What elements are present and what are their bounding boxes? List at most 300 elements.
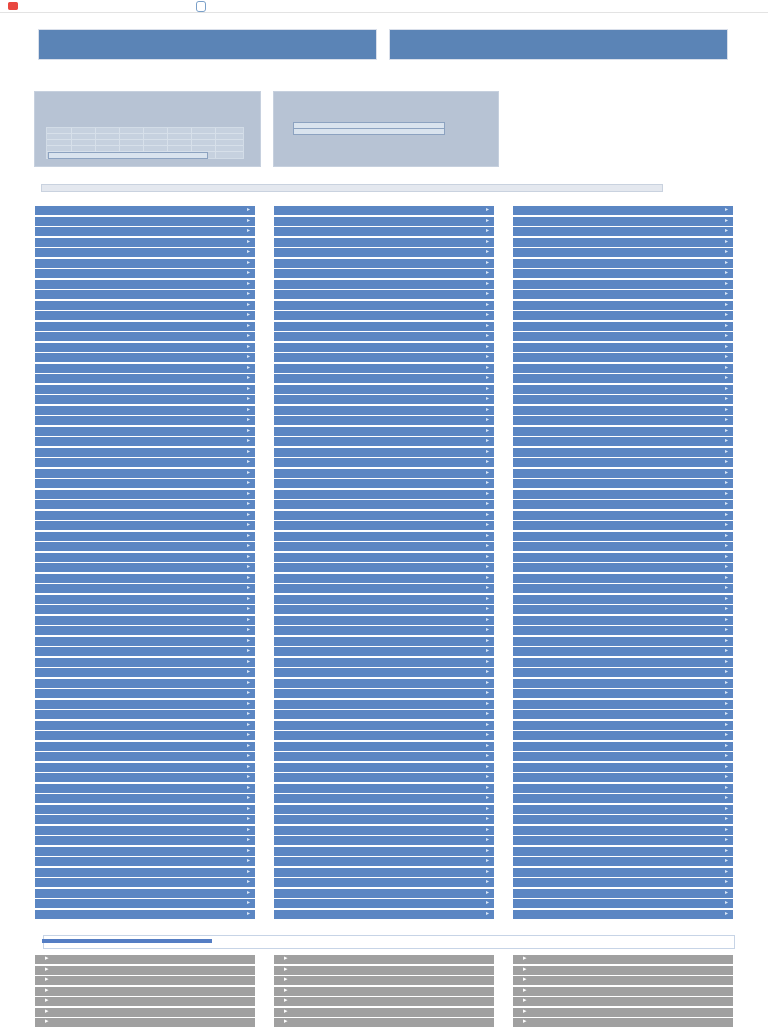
chevron-right-icon: ▸: [485, 291, 489, 297]
tool-button[interactable]: [35, 479, 255, 488]
tool-button[interactable]: [274, 542, 494, 551]
tool-button[interactable]: [513, 227, 733, 236]
tool-button[interactable]: [513, 248, 733, 257]
chevron-right-icon: ▸: [485, 721, 489, 728]
chevron-right-icon: ▸: [246, 606, 250, 612]
chevron-right-icon: ▸: [724, 207, 728, 213]
chevron-right-icon: ▸: [246, 312, 250, 318]
tool-button[interactable]: [35, 731, 255, 740]
chevron-right-icon: ▸: [284, 986, 288, 994]
tool-button[interactable]: [35, 416, 255, 425]
tool-button[interactable]: [274, 416, 494, 425]
coming-soon-item: [35, 1018, 255, 1027]
tool-button[interactable]: [35, 290, 255, 299]
chevron-right-icon: ▸: [485, 406, 489, 413]
tool-button[interactable]: [274, 784, 494, 793]
chevron-right-icon: ▸: [724, 721, 728, 728]
tool-button[interactable]: [274, 269, 494, 278]
chevron-right-icon: ▸: [246, 301, 250, 308]
chevron-right-icon: ▸: [246, 648, 250, 654]
tool-button[interactable]: [513, 742, 733, 751]
tool-button[interactable]: [274, 322, 494, 331]
tool-button[interactable]: [274, 868, 494, 877]
coming-soon-item: [35, 1008, 255, 1017]
demo-panel-right[interactable]: [389, 29, 728, 60]
tool-button[interactable]: [274, 626, 494, 635]
chevron-right-icon: ▸: [246, 270, 250, 276]
chevron-right-icon: ▸: [246, 732, 250, 738]
chevron-right-icon: ▸: [724, 837, 728, 843]
tool-button[interactable]: [274, 689, 494, 698]
tool-button[interactable]: [274, 731, 494, 740]
tool-button[interactable]: [513, 280, 733, 289]
tool-button[interactable]: [274, 679, 494, 688]
tool-button[interactable]: [35, 311, 255, 320]
chevron-right-icon: ▸: [724, 228, 728, 234]
chevron-right-icon: ▸: [724, 448, 728, 455]
tool-button[interactable]: [513, 868, 733, 877]
tool-button[interactable]: [35, 521, 255, 530]
tool-button[interactable]: [35, 899, 255, 908]
tool-button[interactable]: [274, 742, 494, 751]
chevron-right-icon: ▸: [724, 627, 728, 633]
tool-button[interactable]: [35, 269, 255, 278]
tool-button[interactable]: [274, 343, 494, 352]
tool-button[interactable]: [35, 647, 255, 656]
chevron-right-icon: ▸: [485, 448, 489, 455]
tool-button[interactable]: [35, 374, 255, 383]
tool-button[interactable]: [513, 437, 733, 446]
tool-button[interactable]: [35, 836, 255, 845]
tool-button[interactable]: [513, 500, 733, 509]
chevron-right-icon: ▸: [724, 543, 728, 549]
chevron-right-icon: ▸: [724, 438, 728, 444]
chevron-right-icon: ▸: [724, 900, 728, 906]
tool-button[interactable]: [35, 385, 255, 394]
tool-button[interactable]: [35, 427, 255, 436]
chevron-right-icon: ▸: [724, 910, 728, 917]
tool-button[interactable]: [274, 847, 494, 856]
top-bar: [0, 0, 768, 13]
tool-button[interactable]: [274, 584, 494, 593]
tool-button[interactable]: [274, 395, 494, 404]
tool-button[interactable]: [513, 700, 733, 709]
chevron-right-icon: ▸: [724, 385, 728, 392]
tool-button[interactable]: [513, 668, 733, 677]
chevron-right-icon: ▸: [246, 868, 250, 875]
tool-button[interactable]: [274, 385, 494, 394]
example-chip: [48, 152, 208, 159]
tool-button[interactable]: [513, 563, 733, 572]
tool-button[interactable]: [513, 679, 733, 688]
tool-button[interactable]: [35, 437, 255, 446]
chevron-right-icon: ▸: [246, 711, 250, 717]
tool-button[interactable]: [274, 563, 494, 572]
tool-button[interactable]: [35, 689, 255, 698]
tool-button[interactable]: [274, 889, 494, 898]
chevron-right-icon: ▸: [246, 658, 250, 665]
tool-button[interactable]: [35, 584, 255, 593]
tool-button[interactable]: [274, 374, 494, 383]
tool-button[interactable]: [35, 794, 255, 803]
tool-button[interactable]: [274, 364, 494, 373]
tool-button[interactable]: [513, 532, 733, 541]
tool-button[interactable]: [513, 752, 733, 761]
chevron-right-icon: ▸: [485, 669, 489, 675]
tool-button[interactable]: [35, 343, 255, 352]
tool-button[interactable]: [274, 605, 494, 614]
chevron-right-icon: ▸: [724, 312, 728, 318]
banner-bar[interactable]: [41, 184, 663, 192]
tool-button[interactable]: [513, 406, 733, 415]
tool-button[interactable]: [35, 490, 255, 499]
chevron-right-icon: ▸: [724, 732, 728, 738]
tool-button[interactable]: [35, 595, 255, 604]
tool-button[interactable]: [513, 574, 733, 583]
tool-button[interactable]: [274, 479, 494, 488]
tool-button[interactable]: [513, 206, 733, 215]
chevron-right-icon: ▸: [246, 259, 250, 266]
tool-button[interactable]: [274, 647, 494, 656]
demo-sub-text: [42, 56, 257, 72]
tool-button[interactable]: [35, 395, 255, 404]
tool-button[interactable]: [513, 910, 733, 919]
tool-button[interactable]: [35, 248, 255, 257]
tool-button[interactable]: [274, 668, 494, 677]
tool-button[interactable]: [513, 311, 733, 320]
tool-button[interactable]: [274, 217, 494, 226]
tool-button[interactable]: [513, 658, 733, 667]
tool-button[interactable]: [274, 637, 494, 646]
tool-button[interactable]: [274, 490, 494, 499]
tool-button[interactable]: [513, 689, 733, 698]
tool-button[interactable]: [35, 679, 255, 688]
chevron-right-icon: ▸: [485, 910, 489, 917]
tool-button[interactable]: [274, 521, 494, 530]
chevron-right-icon: ▸: [45, 1007, 49, 1015]
tool-button[interactable]: [35, 280, 255, 289]
tool-button[interactable]: [35, 458, 255, 467]
chevron-right-icon: ▸: [246, 805, 250, 812]
tool-button[interactable]: [513, 784, 733, 793]
chevron-right-icon: ▸: [284, 1018, 288, 1025]
tool-button[interactable]: [513, 553, 733, 562]
chevron-right-icon: ▸: [246, 459, 250, 465]
tool-button[interactable]: [274, 574, 494, 583]
tool-button[interactable]: [35, 448, 255, 457]
tool-button[interactable]: [35, 406, 255, 415]
tool-button[interactable]: [513, 385, 733, 394]
tool-button[interactable]: [513, 301, 733, 310]
coming-soon-item: [274, 1008, 494, 1017]
tool-button[interactable]: [513, 731, 733, 740]
tool-button[interactable]: [274, 290, 494, 299]
chevron-right-icon: ▸: [485, 763, 489, 770]
tool-button[interactable]: [35, 553, 255, 562]
tool-button[interactable]: [513, 584, 733, 593]
tools-column-1: [35, 206, 255, 927]
chevron-right-icon: ▸: [523, 965, 527, 973]
tool-button[interactable]: [513, 826, 733, 835]
tool-button[interactable]: [35, 658, 255, 667]
tool-button[interactable]: [274, 773, 494, 782]
tool-button[interactable]: [274, 815, 494, 824]
tool-button[interactable]: [274, 721, 494, 730]
tool-button[interactable]: [274, 910, 494, 919]
tool-button[interactable]: [35, 217, 255, 226]
tool-button[interactable]: [35, 500, 255, 509]
tool-button[interactable]: [274, 280, 494, 289]
chevron-right-icon: ▸: [246, 501, 250, 507]
tool-button[interactable]: [274, 227, 494, 236]
tool-button[interactable]: [513, 353, 733, 362]
tool-button[interactable]: [513, 521, 733, 530]
tool-button[interactable]: [274, 710, 494, 719]
chevron-right-icon: ▸: [485, 889, 489, 896]
tool-button[interactable]: [513, 605, 733, 614]
tool-button[interactable]: [513, 542, 733, 551]
tool-button[interactable]: [35, 700, 255, 709]
tool-button[interactable]: [35, 238, 255, 247]
chevron-right-icon: ▸: [724, 259, 728, 266]
tool-button[interactable]: [274, 259, 494, 268]
tool-button[interactable]: [274, 700, 494, 709]
grid-line: [47, 133, 243, 134]
tool-button[interactable]: [513, 889, 733, 898]
tool-button[interactable]: [513, 343, 733, 352]
coming-soon-item: [513, 966, 733, 975]
tool-button[interactable]: [35, 847, 255, 856]
tool-button[interactable]: [35, 815, 255, 824]
tool-button[interactable]: [35, 878, 255, 887]
tool-button[interactable]: [513, 269, 733, 278]
tool-button[interactable]: [274, 836, 494, 845]
chevron-right-icon: ▸: [724, 805, 728, 812]
chevron-right-icon: ▸: [724, 364, 728, 371]
chevron-right-icon: ▸: [523, 1007, 527, 1015]
tool-button[interactable]: [513, 836, 733, 845]
chevron-right-icon: ▸: [485, 868, 489, 875]
tool-button[interactable]: [513, 805, 733, 814]
tool-button[interactable]: [274, 406, 494, 415]
tool-button[interactable]: [35, 773, 255, 782]
tool-button[interactable]: [274, 616, 494, 625]
tool-button[interactable]: [274, 469, 494, 478]
tool-button[interactable]: [513, 763, 733, 772]
tool-button[interactable]: [274, 532, 494, 541]
chevron-right-icon: ▸: [724, 511, 728, 518]
tool-button[interactable]: [274, 353, 494, 362]
chevron-right-icon: ▸: [724, 301, 728, 308]
chevron-right-icon: ▸: [246, 900, 250, 906]
chevron-right-icon: ▸: [523, 1018, 527, 1025]
chevron-right-icon: ▸: [284, 997, 288, 1004]
tool-button[interactable]: [513, 511, 733, 520]
tool-button[interactable]: [513, 416, 733, 425]
tool-button[interactable]: [513, 490, 733, 499]
chevron-right-icon: ▸: [724, 658, 728, 665]
tool-button[interactable]: [513, 626, 733, 635]
tool-button[interactable]: [274, 437, 494, 446]
tool-button[interactable]: [513, 374, 733, 383]
tool-button[interactable]: [35, 710, 255, 719]
tool-button[interactable]: [513, 479, 733, 488]
tool-button[interactable]: [274, 878, 494, 887]
chevron-right-icon: ▸: [724, 522, 728, 528]
tool-button[interactable]: [513, 878, 733, 887]
tool-button[interactable]: [274, 448, 494, 457]
tool-button[interactable]: [274, 500, 494, 509]
tool-button[interactable]: [274, 332, 494, 341]
chevron-right-icon: ▸: [724, 816, 728, 822]
tool-button[interactable]: [35, 542, 255, 551]
chevron-right-icon: ▸: [724, 606, 728, 612]
tool-button[interactable]: [274, 899, 494, 908]
chevron-right-icon: ▸: [485, 858, 489, 864]
tool-button[interactable]: [513, 238, 733, 247]
chevron-right-icon: ▸: [485, 354, 489, 360]
chevron-right-icon: ▸: [485, 627, 489, 633]
tool-button[interactable]: [35, 511, 255, 520]
tool-button[interactable]: [35, 668, 255, 677]
tool-button[interactable]: [513, 332, 733, 341]
tool-button[interactable]: [513, 899, 733, 908]
tool-button[interactable]: [513, 773, 733, 782]
tool-button[interactable]: [274, 595, 494, 604]
tool-button[interactable]: [274, 553, 494, 562]
tool-button[interactable]: [274, 427, 494, 436]
chevron-right-icon: ▸: [246, 837, 250, 843]
tool-button[interactable]: [35, 563, 255, 572]
feedback-bar[interactable]: [42, 939, 212, 943]
chevron-right-icon: ▸: [246, 207, 250, 213]
tool-button[interactable]: [513, 395, 733, 404]
chevron-right-icon: ▸: [246, 385, 250, 392]
tool-button[interactable]: [35, 637, 255, 646]
tool-button[interactable]: [274, 301, 494, 310]
chevron-right-icon: ▸: [485, 228, 489, 234]
chevron-right-icon: ▸: [246, 217, 250, 224]
chevron-right-icon: ▸: [246, 742, 250, 749]
tool-button[interactable]: [35, 227, 255, 236]
tool-button[interactable]: [35, 742, 255, 751]
tool-button[interactable]: [35, 721, 255, 730]
tool-button[interactable]: [35, 364, 255, 373]
tool-button[interactable]: [274, 311, 494, 320]
tool-button[interactable]: [513, 364, 733, 373]
tool-button[interactable]: [274, 826, 494, 835]
chevron-right-icon: ▸: [246, 333, 250, 339]
tool-button[interactable]: [35, 910, 255, 919]
chevron-right-icon: ▸: [485, 490, 489, 497]
chevron-right-icon: ▸: [485, 753, 489, 759]
tool-button[interactable]: [274, 458, 494, 467]
chevron-right-icon: ▸: [724, 469, 728, 476]
tool-button[interactable]: [35, 605, 255, 614]
chevron-right-icon: ▸: [724, 868, 728, 875]
tool-button[interactable]: [35, 805, 255, 814]
tool-button[interactable]: [274, 794, 494, 803]
chevron-right-icon: ▸: [485, 595, 489, 602]
tool-button[interactable]: [513, 322, 733, 331]
tool-button[interactable]: [35, 752, 255, 761]
tool-button[interactable]: [35, 868, 255, 877]
tool-button[interactable]: [513, 847, 733, 856]
nav-pill[interactable]: [196, 1, 206, 12]
tool-button[interactable]: [513, 616, 733, 625]
tool-button[interactable]: [513, 259, 733, 268]
tool-button[interactable]: [513, 637, 733, 646]
tool-button[interactable]: [35, 259, 255, 268]
tool-button[interactable]: [274, 857, 494, 866]
tool-button[interactable]: [513, 794, 733, 803]
chevron-right-icon: ▸: [246, 858, 250, 864]
tool-button[interactable]: [274, 511, 494, 520]
tool-button[interactable]: [513, 469, 733, 478]
chevron-right-icon: ▸: [485, 616, 489, 623]
coming-soon-item: [274, 976, 494, 985]
tool-button[interactable]: [274, 658, 494, 667]
tool-button[interactable]: [513, 857, 733, 866]
tool-button[interactable]: [513, 710, 733, 719]
chevron-right-icon: ▸: [724, 459, 728, 465]
tool-button[interactable]: [513, 458, 733, 467]
chevron-right-icon: ▸: [523, 997, 527, 1004]
tool-button[interactable]: [274, 248, 494, 257]
tool-button[interactable]: [274, 238, 494, 247]
tool-button[interactable]: [35, 784, 255, 793]
tool-button[interactable]: [274, 805, 494, 814]
tool-button[interactable]: [274, 206, 494, 215]
chevron-right-icon: ▸: [246, 595, 250, 602]
tool-button[interactable]: [513, 217, 733, 226]
tools-column-2: [274, 206, 494, 927]
tool-button[interactable]: [35, 353, 255, 362]
tool-button[interactable]: [35, 763, 255, 772]
tool-button[interactable]: [35, 532, 255, 541]
chevron-right-icon: ▸: [485, 847, 489, 854]
chevron-right-icon: ▸: [246, 280, 250, 287]
tool-button[interactable]: [274, 763, 494, 772]
chevron-right-icon: ▸: [246, 406, 250, 413]
chevron-right-icon: ▸: [485, 543, 489, 549]
logo-icon[interactable]: [8, 2, 18, 10]
chevron-right-icon: ▸: [246, 910, 250, 917]
tool-button[interactable]: [513, 815, 733, 824]
tool-button[interactable]: [513, 647, 733, 656]
tool-button[interactable]: [35, 332, 255, 341]
tool-button[interactable]: [35, 469, 255, 478]
tool-button[interactable]: [35, 826, 255, 835]
tool-button[interactable]: [35, 574, 255, 583]
chevron-right-icon: ▸: [246, 700, 250, 707]
tool-button[interactable]: [35, 322, 255, 331]
tool-button[interactable]: [35, 616, 255, 625]
tool-button[interactable]: [274, 752, 494, 761]
tool-button[interactable]: [513, 448, 733, 457]
tool-button[interactable]: [35, 889, 255, 898]
tool-button[interactable]: [35, 206, 255, 215]
chevron-right-icon: ▸: [523, 955, 527, 962]
tool-button[interactable]: [35, 626, 255, 635]
tool-button[interactable]: [513, 595, 733, 604]
chevron-right-icon: ▸: [485, 385, 489, 392]
tool-button[interactable]: [513, 427, 733, 436]
tool-button[interactable]: [513, 290, 733, 299]
tool-button[interactable]: [35, 857, 255, 866]
tool-button[interactable]: [513, 721, 733, 730]
tool-button[interactable]: [35, 301, 255, 310]
